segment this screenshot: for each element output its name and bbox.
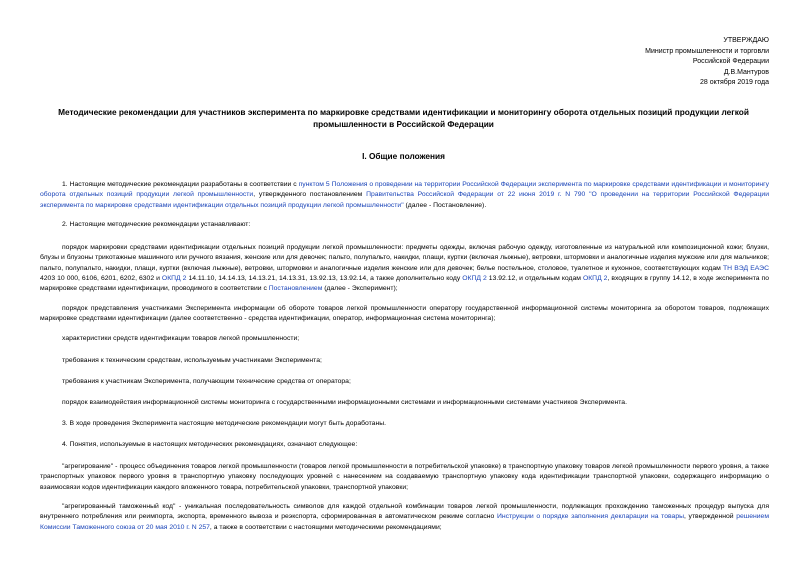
- link-okpd2[interactable]: ОКПД 2: [462, 274, 487, 282]
- text: порядок маркировки средствами идентификации отдельных позиций продукции легкой промышленности: предметы одежды, включая рабочую одежду, изготовленные из натуральной или композиционной кожи; блузки, блузы и блузоны трикотажные машинного или ручного вязания, женские или для девочек; пальто, полупальто, накидки, плащи, куртки (включая лыжные), ветровки, штормовки и аналогичные изделия мужские или для мальчиков; пальто, полупальто, накидки, плащи, куртки (включая лыжные), ветровки, штормовки и аналогичные изделия женские или для девочек; белье постельное, столовое, туалетное и кухонное, соответствующих кодам: [40, 244, 769, 272]
- paragraph-7: требования к участникам Эксперимента, получающим технические средства от оператора;: [62, 378, 351, 385]
- paragraph-8: порядок взаимодействия информационной системы мониторинга с государственными информационными системами и информационными системами участников Эксперимента.: [62, 399, 627, 406]
- text: 13.92.12, и отдельным кодам: [486, 274, 583, 282]
- paragraph-9: 3. В ходе проведения Эксперимента настоящие методические рекомендации могут быть доработаны.: [62, 420, 386, 427]
- link-okpd2[interactable]: ОКПД 2: [161, 274, 187, 282]
- text: (далее - Эксперимент);: [322, 285, 398, 293]
- link-tn-ved[interactable]: ТН ВЭД ЕАЭС: [723, 264, 769, 272]
- approval-block: [645, 36, 769, 89]
- link-decree[interactable]: Постановлением: [268, 285, 323, 293]
- text: 4203 10 000, 6106, 6201, 6202, 6302 и: [40, 274, 162, 282]
- text: 14.11.10, 14.14.13, 14.13.21, 14.13.31, 13.92.13, 13.92.14, а также дополнительно коду: [186, 274, 463, 282]
- approval-line: Д.В.Мантуров: [723, 68, 769, 76]
- text: , входящих в группу 14.12, в ходе эксперимента по маркировке средствами идентификации, проводимого в соответствии с: [40, 274, 770, 293]
- text: (далее - Постановление).: [403, 201, 487, 209]
- document-title: Методические рекомендации для участников эксперимента по маркировке средствами идентификации и мониторингу оборота отдельных позиций продукции легкой промышленности в Российской Федерации: [58, 107, 749, 129]
- link-okpd2[interactable]: ОКПД 2: [582, 274, 608, 282]
- link-regulation-point-5[interactable]: пунктом 5 Положения о проведении на территории Российской Федерации эксперимента по маркировке средствами идентификации и мониторингу оборота отдельных позиций продукции легкой промышленности: [40, 181, 769, 199]
- text: , утвержденной: [683, 513, 737, 521]
- text: 1. Настоящие методические рекомендации разработаны в соответствии с: [62, 181, 299, 188]
- text: "агрегированный таможенный код" - уникальная последовательность символов для каждой отдельной комбинации товаров легкой промышленности, подлежащих прохождению таможенных процедур выпуска для внутреннего потребления или реимпорта, экспорта, временного вывоза и реэкспорта, сформированная в автоматическом режиме согласно: [40, 503, 769, 521]
- paragraph-10: 4. Понятия, используемые в настоящих методических рекомендациях, означают следующее:: [62, 441, 358, 448]
- paragraph-4: порядок представления участниками Эксперимента информации об обороте товаров легкой промышленности оператору государственной информационной системы мониторинга за оборотом товаров, подлежащих маркировке средствами идентификации (далее соответственно - средства идентификации, оператор, информационная система мониторинга);: [40, 305, 769, 323]
- paragraph-5: характеристики средств идентификации товаров легкой промышленности;: [62, 335, 300, 342]
- paragraph-2: 2. Настоящие методические рекомендации устанавливают:: [62, 221, 251, 228]
- paragraph-11: "агрегирование" - процесс объединения товаров легкой промышленности (товаров легкой промышленности в потребительской упаковке) в транспортную упаковку товаров легкой промышленности первого уровня, а также транспортных упаковок первого уровня в транспортную упаковку последующих уровней с нанесением на создаваемую транспортную упаковку кода идентификации транспортной упаковки, содержащего информацию о взаимосвязи кодов идентификации каждого вложенного товара, потребительской упаковки, транспортной упаковки;: [40, 463, 769, 491]
- paragraph-12: [40, 502, 769, 533]
- approval-line: Российской Федерации: [692, 58, 769, 65]
- link-customs-union-decision-257[interactable]: решением Комиссии Таможенного союза от 20 мая 2010 г. N 257: [40, 513, 769, 531]
- approval-line: Министр промышленности и торговли: [645, 47, 769, 55]
- link-declaration-instruction[interactable]: Инструкции о порядке заполнения декларации на товары: [496, 513, 684, 521]
- paragraph-3: [40, 243, 769, 294]
- text: , а также в соответствии с настоящими методическими рекомендациями;: [209, 523, 442, 531]
- approval-date: 28 октября 2019 года: [700, 79, 769, 86]
- paragraph-1: [40, 180, 769, 211]
- text: , утвержденного постановлением: [253, 191, 367, 199]
- section-title: I. Общие положения: [362, 151, 445, 161]
- link-government-decree-790[interactable]: Правительства Российской Федерации от 22 июня 2019 г. N 790 "О проведении на территории Российской Федерации эксперимента по маркировке средствами идентификации отдельных позиций продукции легкой промышленности": [40, 191, 769, 209]
- approval-line: УТВЕРЖДАЮ: [723, 37, 769, 44]
- paragraph-6: требования к техническим средствам, используемым участниками Эксперимента;: [62, 357, 322, 364]
